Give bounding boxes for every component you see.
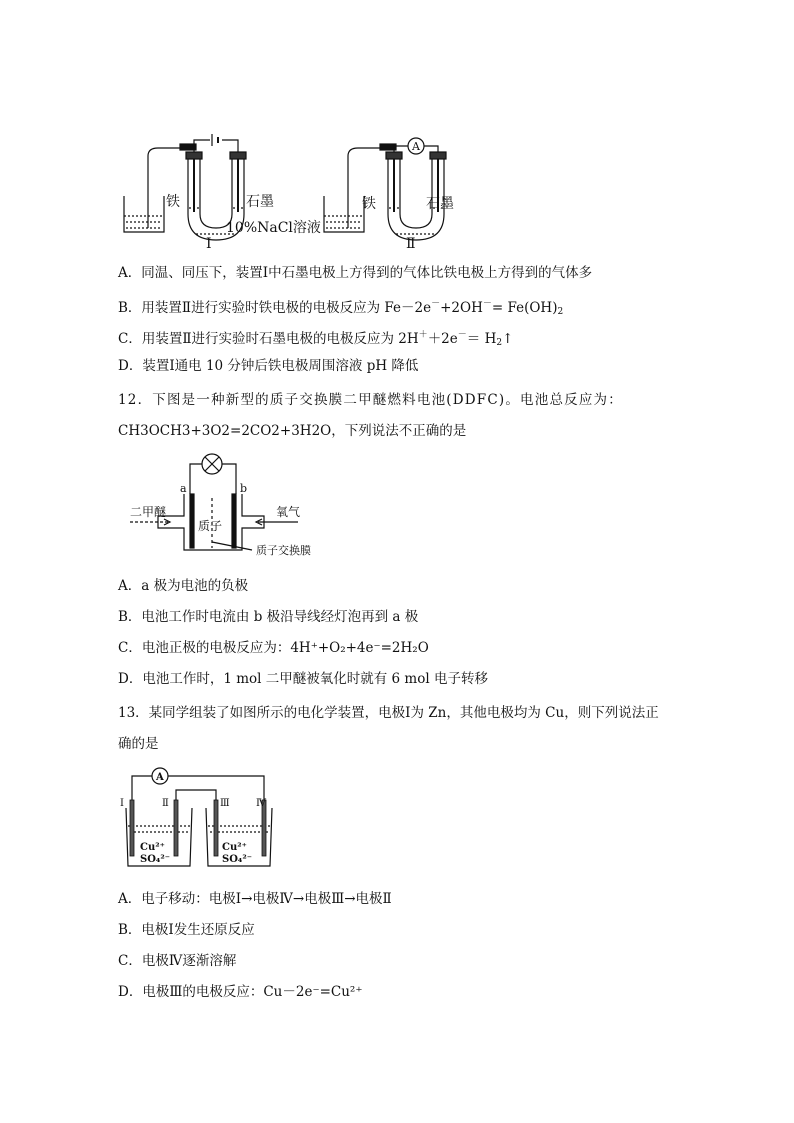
fig3-label-II: Ⅱ — [162, 798, 169, 809]
fig3-label-I: Ⅰ — [120, 798, 124, 809]
q12-option-d: D．电池工作时，1 mol 二甲醚被氧化时就有 6 mol 电子转移 — [118, 671, 488, 687]
figure-fuel-cell — [128, 450, 368, 562]
q13-option-d: D．电极Ⅲ的电极反应：Cu－2e⁻=Cu²⁺ — [118, 984, 363, 1000]
fig2-label-b: b — [240, 482, 248, 495]
fig3-label-IV: Ⅳ — [256, 798, 266, 809]
q13-option-c: C．电极Ⅳ逐渐溶解 — [118, 953, 237, 969]
figure-electrolysis-apparatus — [118, 128, 468, 250]
q12-stem-line2: CH3OCH3+3O2=2CO2+3H2O，下列说法不正确的是 — [118, 423, 467, 439]
fig2-label-proton: 质子 — [198, 519, 223, 533]
q11-option-b-post: = Fe(OH) — [491, 300, 558, 316]
fig1-roman-2: Ⅱ — [406, 236, 416, 250]
fig1-label-graphite-2: 石墨 — [426, 196, 454, 212]
q13-option-b: B．电极Ⅰ发生还原反应 — [118, 922, 255, 938]
q11-option-c-mid: ＋2e — [427, 331, 458, 347]
fig3-so4-right: SO₄²⁻ — [222, 854, 252, 865]
fig1-ammeter-label: A — [412, 140, 420, 153]
q11-option-b-sup2: － — [482, 299, 492, 309]
apparatus-2 — [324, 138, 446, 240]
q11-option-c — [118, 326, 513, 352]
fig3-ammeter-label: A — [156, 772, 164, 783]
fig2-label-membrane: 质子交换膜 — [256, 544, 311, 557]
q11-option-a: A．同温、同压下，装置Ⅰ中石墨电极上方得到的气体比铁电极上方得到的气体多 — [118, 265, 593, 281]
q11-option-b — [118, 295, 563, 321]
q13-stem-line2: 确的是 — [118, 736, 159, 752]
q11-option-c-end: ↑ — [502, 331, 514, 347]
q11-option-b-sup1: － — [431, 299, 441, 309]
fig1-roman-1: Ⅰ — [206, 236, 212, 250]
q11-option-b-sub: 2 — [557, 307, 564, 317]
q12-stem-line1: 12．下图是一种新型的质子交换膜二甲醚燃料电池(DDFC)。电池总反应为： — [118, 392, 623, 408]
q12-option-a: A．a 极为电池的负极 — [118, 578, 249, 594]
fig1-label-solution: 10%NaCl溶液 — [226, 220, 321, 236]
fig1-label-iron-2: 铁 — [362, 196, 376, 212]
fig3-so4-left: SO₄²⁻ — [140, 854, 170, 865]
q12-option-c: C．电池正极的电极反应为：4H⁺+O₂+4e⁻=2H₂O — [118, 640, 429, 656]
q11-option-c-pre: C．用装置Ⅱ进行实验时石墨电极的电极反应为 2H — [118, 331, 419, 347]
q12-option-b: B．电池工作时电流由 b 极沿导线经灯泡再到 a 极 — [118, 609, 419, 625]
q11-option-c-sub: 2 — [496, 338, 503, 348]
q11-option-c-sup2: － — [457, 330, 467, 340]
fig2-label-a: a — [180, 482, 187, 495]
fig1-label-graphite-1: 石墨 — [246, 194, 274, 210]
fig2-label-oxygen: 氧气 — [276, 505, 301, 519]
fig3-cu-left: Cu²⁺ — [140, 842, 165, 853]
fig3-label-III: Ⅲ — [220, 798, 230, 809]
q11-option-b-mid: +2OH — [440, 300, 483, 316]
figure-electrochemical-cells — [118, 762, 278, 874]
q11-option-c-post: ＝ H — [466, 331, 497, 347]
q11-option-b-pre: B．用装置Ⅱ进行实验时铁电极的电极反应为 Fe－2e — [118, 300, 432, 316]
fig2-label-fuel: 二甲醚 — [130, 505, 167, 519]
fig3-cu-right: Cu²⁺ — [222, 842, 247, 853]
q13-stem-line1: 13．某同学组装了如图所示的电化学装置，电极Ⅰ为 Zn，其他电极均为 Cu，则下列说法正 — [118, 705, 659, 721]
q11-option-d: D．装置Ⅰ通电 10 分钟后铁电极周围溶液 pH 降低 — [118, 358, 419, 374]
q11-option-c-sup1: ＋ — [418, 330, 428, 340]
q13-option-a: A．电子移动：电极Ⅰ→电极Ⅳ→电极Ⅲ→电极Ⅱ — [118, 891, 392, 907]
fig1-label-iron-1: 铁 — [166, 194, 180, 210]
